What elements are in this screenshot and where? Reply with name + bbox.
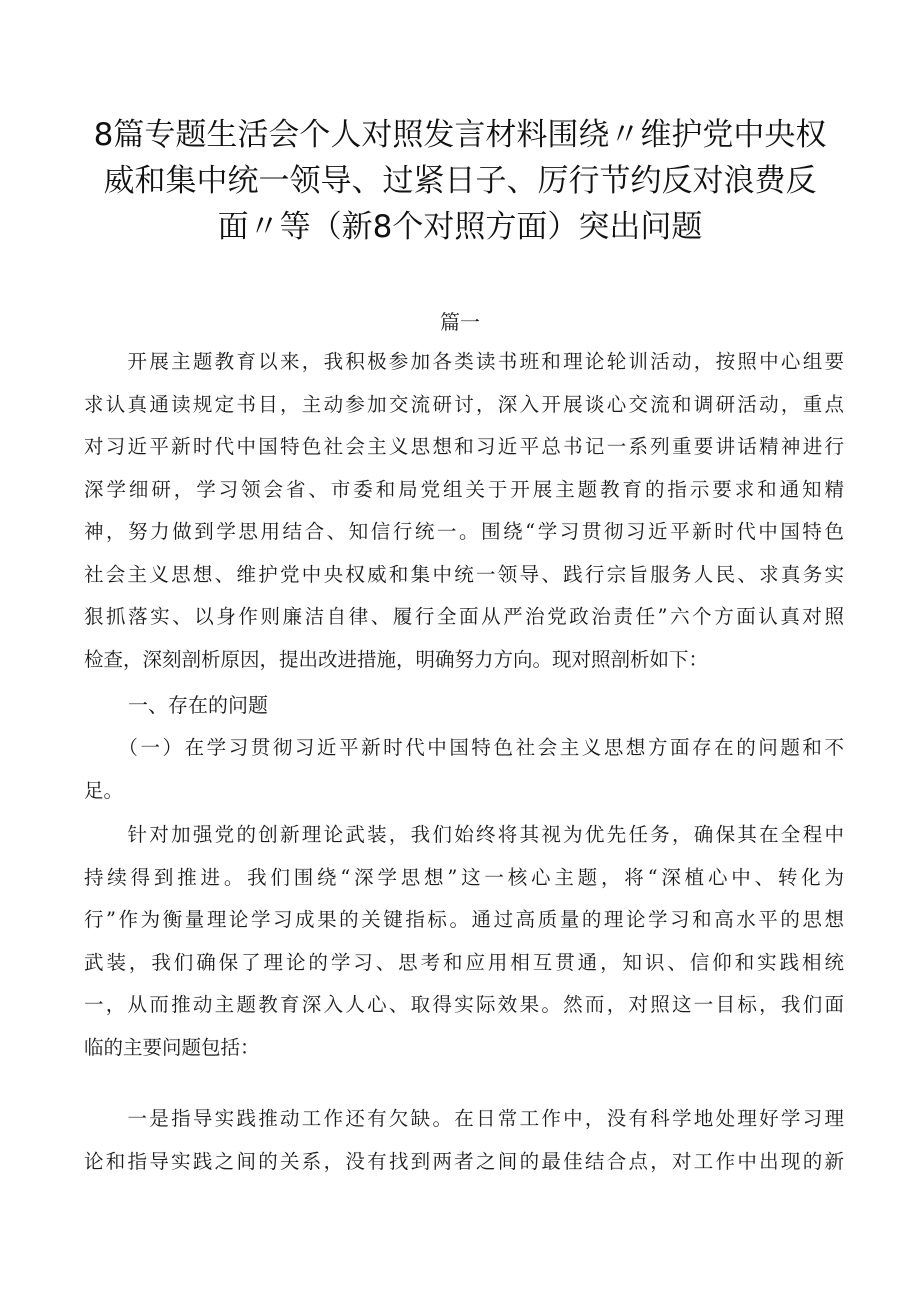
text-line: 武装，我们确保了理论的学习、思考和应用相互贯通，知识、信仰和实践相统 [84, 950, 844, 974]
text-line: 足。 [84, 778, 124, 802]
text-line: 临的主要问题包括： [84, 1035, 260, 1059]
text-line: 一，从而推动主题教育深入人心、取得实际效果。然而，对照这一目标，我们面 [84, 993, 844, 1016]
text-line: 社会主义思想、维护党中央权威和集中统一领导、践行宗旨服务人民、求真务实 [84, 562, 844, 586]
text-line: 检查，深刻剖析原因，提出改进措施，明确努力方向。现对照剖析如下： [84, 647, 709, 671]
text-line: 神，努力做到学思用结合、知信行统一。围绕“学习贯彻习近平新时代中国特色 [84, 520, 844, 543]
text-line: 求认真通读规定书目，主动参加交流研讨，深入开展谈心交流和调研活动，重点 [84, 392, 844, 416]
text-line: 针对加强党的创新理论武装，我们始终将其视为优先任务，确保其在全程中 [84, 823, 844, 846]
text-line: 持续得到推进。我们围绕“深学思想”这一核心主题，将“深植心中、转化为 [84, 865, 844, 889]
text-line: 论和指导实践之间的关系，没有找到两者之间的最佳结合点，对工作中出现的新 [84, 1149, 844, 1173]
section-heading: 一、存在的问题 [128, 693, 268, 717]
text-line: 深学细研，学习领会省、市委和局党组关于开展主题教育的指示要求和通知精 [84, 477, 844, 501]
title-line: 面〃等（新8个对照方面）突出问题 [217, 209, 703, 245]
paragraph-body [84, 814, 844, 1069]
text-line: 一是指导实践推动工作还有欠缺。在日常工作中，没有科学地处理好学习理 [84, 1107, 844, 1130]
text-line: 对习近平新时代中国特色社会主义思想和习近平总书记一系列重要讲话精神进行 [84, 435, 844, 458]
paragraph-point-one [84, 1098, 844, 1183]
text-line: 狠抓落实、以身作则廉洁自律、履行全面从严治党政治责任”六个方面认真对照 [84, 605, 844, 628]
title-line: 8篇专题生活会个人对照发言材料围绕〃维护党中央权 [93, 117, 827, 153]
text-line: （一）在学习贯彻习近平新时代中国特色社会主义思想方面存在的问题和不 [84, 736, 844, 759]
document-title [80, 112, 840, 250]
paragraph-intro [84, 341, 844, 681]
text-line: 开展主题教育以来，我积极参加各类读书班和理论轮训活动，按照中心组要 [84, 350, 844, 373]
text-line: 行”作为衡量理论学习成果的关键指标。通过高质量的理论学习和高水平的思想 [84, 908, 844, 931]
section-label: 篇一 [440, 310, 480, 334]
title-line: 威和集中统一领导、过紧日子、厉行节约反对浪费反 [103, 163, 817, 199]
paragraph-subheading [84, 727, 844, 812]
